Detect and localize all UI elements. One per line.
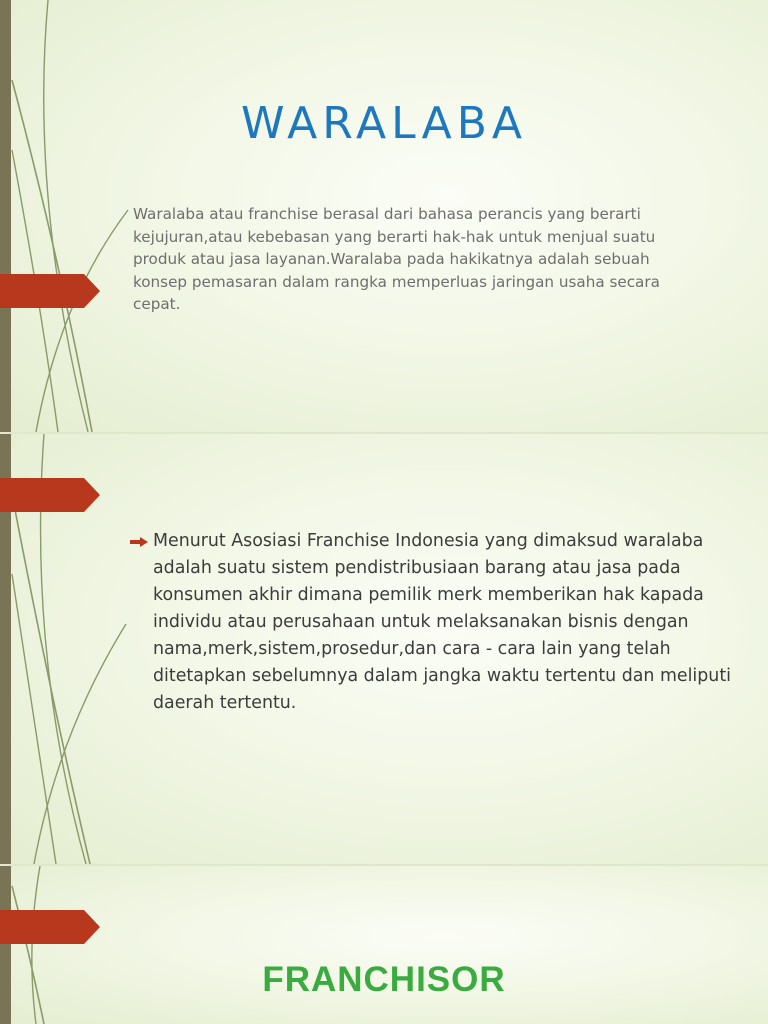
bullet-text: Menurut Asosiasi Franchise Indonesia yang dimaksud waralaba adalah suatu sistem pendistribusiaan barang atau jasa pada konsumen akhir dimana pemilik merk memberikan hak kapada individu atau perusahaan untuk melaksanakan bisnis dengan nama,merk,sistem,prosedur,dan cara - cara lain yang telah ditetapkan sebelumnya dalam jangka waktu tertentu dan meliputi daerah tertentu. bbox=[153, 531, 731, 713]
slide-heading: FRANCHISOR bbox=[262, 960, 506, 999]
decorative-swoosh bbox=[0, 0, 140, 432]
intro-paragraph: Waralaba atau franchise berasal dari bahasa perancis yang berarti kejujuran,atau kebebasan yang berarti hak-hak untuk menjual suatu produk atau jasa layanan.Waralaba pada hakikatnya adalah sebuah konsep pemasaran dalam rangka memperluas jaringan usaha secara cepat. bbox=[133, 205, 660, 313]
slide-left-bar bbox=[0, 866, 11, 1024]
slide-2 bbox=[0, 434, 768, 864]
accent-arrow-tab bbox=[0, 274, 100, 308]
accent-arrow-tab bbox=[0, 478, 100, 512]
arrow-bullet-icon bbox=[130, 537, 148, 547]
slide-1 bbox=[0, 0, 768, 432]
decorative-swoosh bbox=[0, 866, 140, 1024]
slide-3 bbox=[0, 866, 768, 1024]
slide-left-bar bbox=[0, 0, 11, 432]
accent-arrow-tab bbox=[0, 910, 100, 944]
slide-title: WARALABA bbox=[241, 98, 527, 149]
